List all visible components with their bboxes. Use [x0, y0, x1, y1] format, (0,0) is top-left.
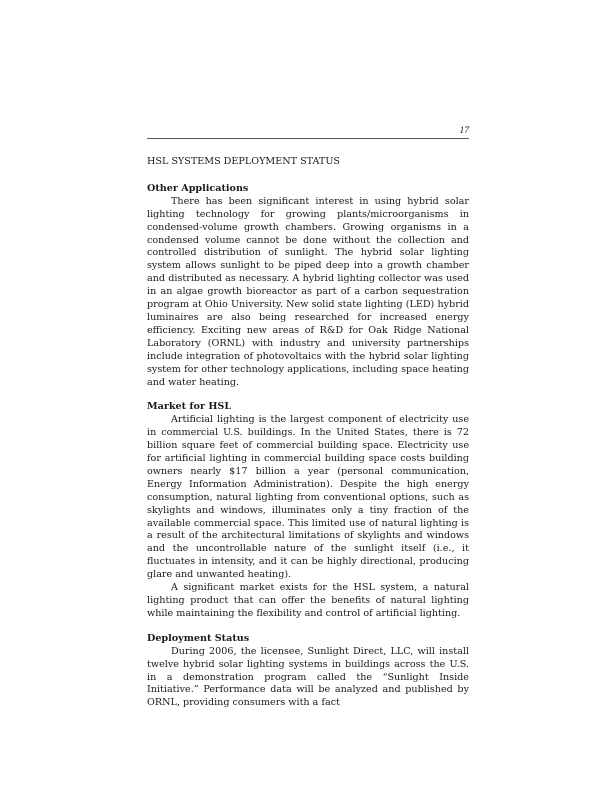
section-heading: Other Applications — [147, 182, 249, 194]
page-body — [147, 156, 469, 722]
paragraph: Artificial lighting is the largest component of electricity use in commercial U.S. buildings. In the United States, there is 72 billion square feet of commercial building space. Electricity use for artificial lighting in commercial building space costs building owners nearly $17 billion a year (personal communication, Energy Information Administration). Despite the high energy consumption, natural lighting from conventional options, such as skylights and windows, illuminates only a tiny fraction of the available commercial space. This limited use of natural lighting is a result of the architectural limitations of skylights and windows and the uncontrollable nature of the sunlight itself (i.e., it fluctuates in intensity, and it can be highly directional, producing glare and unwanted heating). — [147, 414, 469, 581]
section-heading: Market for HSL — [147, 401, 232, 413]
section-market-for-hsl — [147, 401, 469, 620]
running-head: HSL SYSTEMS DEPLOYMENT STATUS — [147, 156, 340, 167]
paragraph: There has been significant interest in using hybrid solar lighting technology for growing plants/microorganisms in condensed-volume growth chambers. Growing organisms in a condensed volume cannot be done without the collection and controlled distribution of sunlight. The hybrid solar lighting system allows sunlight to be piped deep into a growth chamber and distributed as necessary. A hybrid lighting collector was used in an algae growth bioreactor as part of a carbon sequestration program at Ohio University. New solid state lighting (LED) hybrid luminaires are also being researched for increased energy efficiency. Exciting new areas of R&D for Oak Ridge National Laboratory (ORNL) with industry and university partnerships include integration of photovoltaics with the hybrid solar lighting system for other technology applications, including space heating and water heating. — [147, 195, 469, 388]
section-heading: Deployment Status — [147, 632, 250, 644]
paragraph: A significant market exists for the HSL system, a natural lighting product that can offer the benefits of natural lighting while maintaining the flexibility and control of artificial lighting. — [147, 582, 469, 619]
header-rule — [147, 138, 469, 139]
paragraph: During 2006, the licensee, Sunlight Direct, LLC, will install twelve hybrid solar lighting systems in buildings across the U.S. in a demonstration program called the “Sunlight Inside Initiative.” Performance data will be analyzed and published by ORNL, providing consumers with a fact — [147, 645, 469, 709]
page-number: 17 — [459, 126, 469, 136]
section-other-applications — [147, 183, 469, 390]
section-deployment-status — [147, 633, 469, 710]
